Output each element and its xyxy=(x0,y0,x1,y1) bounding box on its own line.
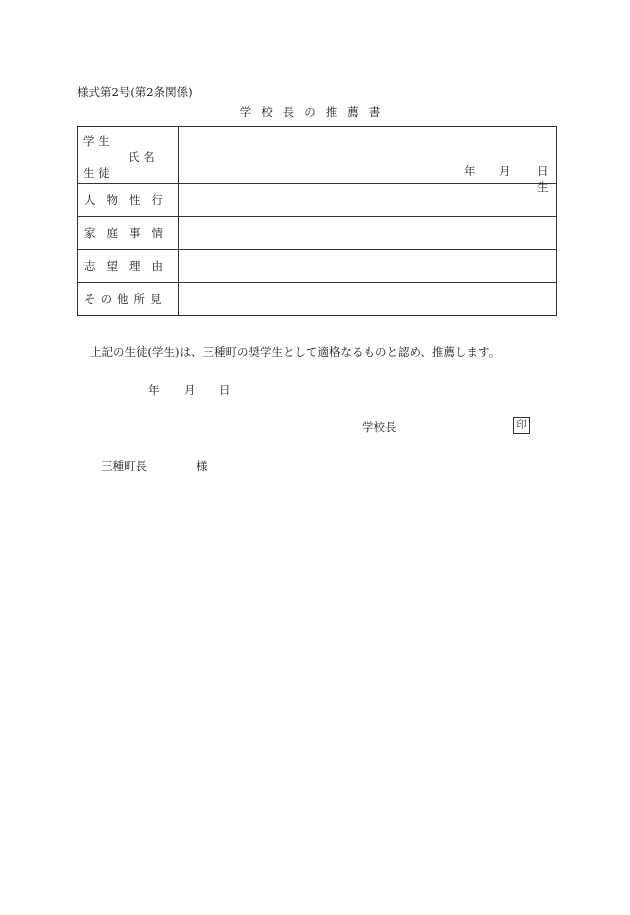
reason-field[interactable] xyxy=(179,250,557,283)
table-row xyxy=(78,250,557,283)
name-label-cell xyxy=(78,127,179,184)
birth-year-label: 年 xyxy=(464,164,476,178)
recommendation-statement: 上記の生徒(学生)は、三種町の奨学生として適格なるものと認め、推薦します。 xyxy=(90,345,501,359)
seal-mark: 印 xyxy=(513,417,530,434)
table-row xyxy=(78,217,557,250)
label-student-bottom: 生 徒 xyxy=(83,166,110,180)
label-student-top: 学 生 xyxy=(83,134,110,148)
row-label: 人物性行 xyxy=(78,184,179,217)
addressee-honorific: 様 xyxy=(196,459,208,473)
birth-day-label: 日生 xyxy=(537,164,549,194)
date-year: 年 xyxy=(148,383,160,397)
document-title: 学校長の推薦書 xyxy=(239,105,391,119)
family-circumstances-field[interactable] xyxy=(179,217,557,250)
other-remarks-field[interactable] xyxy=(179,283,557,316)
addressee-name: 三種町長 xyxy=(101,459,147,473)
principal-label: 学校長 xyxy=(362,420,397,434)
name-row xyxy=(78,127,557,184)
name-value-cell[interactable] xyxy=(179,127,557,194)
table-row xyxy=(78,184,557,217)
date-day: 日 xyxy=(219,383,231,397)
form-number: 様式第2号(第2条関係) xyxy=(77,85,193,99)
birth-month-label: 月 xyxy=(499,164,511,178)
character-field[interactable] xyxy=(179,184,557,217)
date-month: 月 xyxy=(184,383,196,397)
label-name: 氏 名 xyxy=(128,150,155,164)
row-label: 志望理由 xyxy=(78,250,179,283)
row-label: その他所見 xyxy=(78,283,179,316)
row-label: 家庭事情 xyxy=(78,217,179,250)
table-row xyxy=(78,283,557,316)
recommendation-table xyxy=(77,126,557,316)
